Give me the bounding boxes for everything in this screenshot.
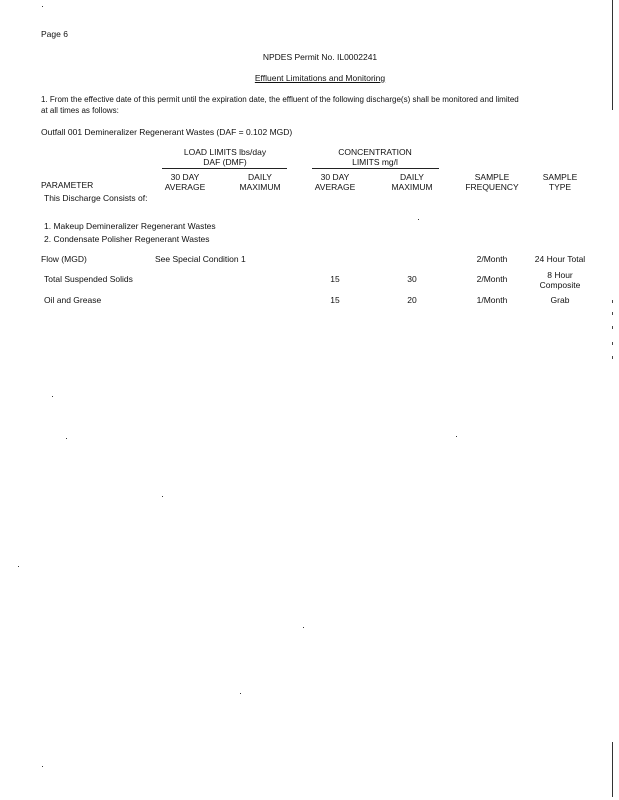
header-parameter: PARAMETER: [41, 180, 94, 190]
concentration-limits-rule: [312, 168, 439, 169]
row-oil-grease-conc-daily: 20: [407, 295, 417, 305]
intro-text-line-1: 1. From the effective date of this permit until the expiration date, the effluent of the following discharge(s) shall be monitored and limited: [41, 95, 519, 104]
row-oil-grease-frequency: 1/Month: [476, 295, 508, 305]
scan-speck: [52, 396, 53, 397]
scan-speck: [240, 693, 241, 694]
header-load-30-day-average: 30 DAY AVERAGE: [164, 172, 206, 192]
row-flow-parameter: Flow (MGD): [41, 254, 87, 264]
scan-speck: [42, 6, 43, 7]
header-sample-type: SAMPLE TYPE: [542, 172, 578, 192]
scan-speck: [66, 438, 67, 439]
load-limits-group-header: LOAD LIMITS lbs/day DAF (DMF): [183, 147, 267, 167]
intro-text-line-2: at all times as follows:: [41, 106, 119, 115]
row-flow-frequency: 2/Month: [476, 254, 508, 264]
scan-mark: [612, 312, 613, 315]
row-oil-grease-parameter: Oil and Grease: [44, 295, 102, 305]
row-tss-conc-daily: 30: [407, 274, 417, 284]
header-sample-frequency: SAMPLE FREQUENCY: [465, 172, 519, 192]
row-oil-grease-conc-30: 15: [330, 295, 340, 305]
header-conc-30-day-average: 30 DAY AVERAGE: [314, 172, 356, 192]
outfall-heading: Outfall 001 Demineralizer Regenerant Wastes (DAF = 0.102 MGD): [41, 127, 293, 137]
scan-edge-line: [612, 742, 613, 797]
row-tss-frequency: 2/Month: [476, 274, 508, 284]
row-tss-conc-30: 15: [330, 274, 340, 284]
scan-speck: [456, 436, 457, 437]
scan-speck: [303, 627, 304, 628]
scan-mark: [612, 356, 613, 359]
row-tss-type: 8 Hour Composite: [539, 270, 581, 290]
scan-mark: [612, 300, 613, 303]
component-item-2: 2. Condensate Polisher Regenerant Wastes: [44, 234, 210, 244]
page-number: Page 6: [41, 29, 68, 39]
row-oil-grease-type: Grab: [550, 295, 570, 305]
row-tss-parameter: Total Suspended Solids: [44, 274, 133, 284]
discharge-consists-of: This Discharge Consists of:: [44, 193, 148, 203]
header-load-daily-maximum: DAILY MAXIMUM: [239, 172, 281, 192]
component-item-1: 1. Makeup Demineralizer Regenerant Wastes: [44, 221, 216, 231]
scan-speck: [162, 496, 163, 497]
header-conc-daily-maximum: DAILY MAXIMUM: [391, 172, 433, 192]
concentration-limits-group-header: CONCENTRATION LIMITS mg/l: [338, 147, 412, 167]
scan-speck: [418, 219, 419, 220]
scan-speck: [18, 566, 19, 567]
load-limits-rule: [162, 168, 287, 169]
scan-mark: [612, 342, 613, 345]
scan-mark: [612, 326, 613, 329]
section-title: Effluent Limitations and Monitoring: [254, 73, 386, 83]
row-flow-type: 24 Hour Total: [534, 254, 586, 264]
scan-edge-line: [612, 0, 613, 110]
row-flow-load-note: See Special Condition 1: [155, 254, 246, 264]
permit-title: NPDES Permit No. IL0002241: [262, 52, 378, 62]
scan-speck: [42, 766, 43, 767]
